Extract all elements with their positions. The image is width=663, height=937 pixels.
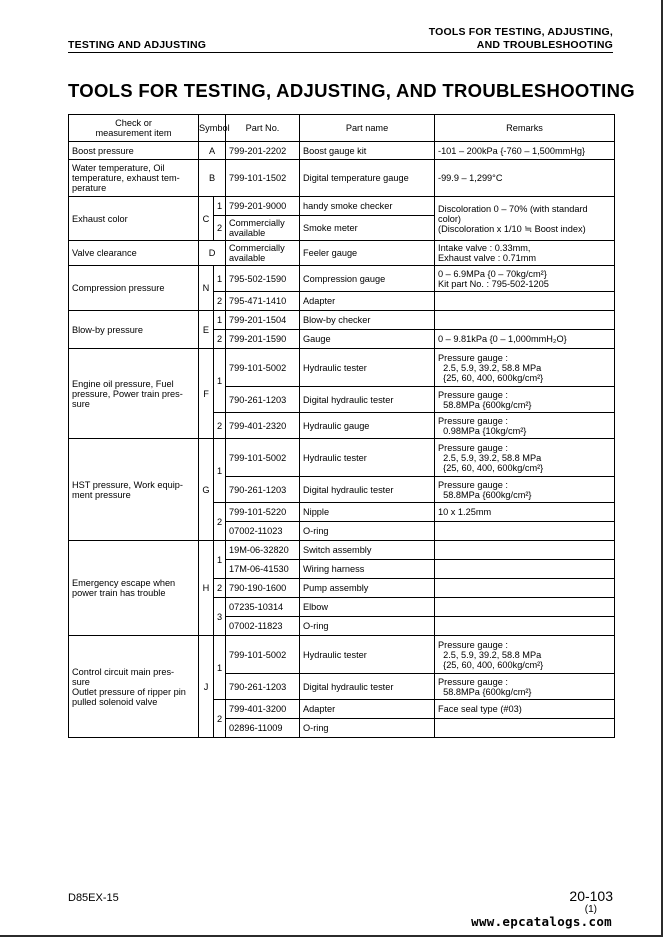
symbol-cell: H: [199, 541, 214, 636]
part-no-cell: 790-190-1600: [226, 579, 300, 598]
sub-number-cell: 2: [214, 579, 226, 598]
symbol-cell: B: [199, 160, 226, 197]
remarks-cell: Pressure gauge : 0.98MPa {10kg/cm²}: [435, 413, 615, 439]
remarks-cell: -101 – 200kPa {-760 – 1,500mmHg}: [435, 142, 615, 160]
remarks-cell: 0 – 9.81kPa {0 – 1,000mmH₂O}: [435, 330, 615, 349]
table-row: [69, 241, 615, 266]
part-name-cell: Elbow: [300, 598, 435, 617]
part-name-cell: Nipple: [300, 503, 435, 522]
part-name-cell: Boost gauge kit: [300, 142, 435, 160]
part-name-cell: Digital hydraulic tester: [300, 387, 435, 413]
part-name-cell: Digital hydraulic tester: [300, 674, 435, 700]
part-name-cell: O-ring: [300, 617, 435, 636]
table-row: [69, 266, 615, 292]
symbol-cell: D: [199, 241, 226, 266]
table-row: [69, 142, 615, 160]
remarks-cell: Pressure gauge : 2.5, 5.9, 39.2, 58.8 MPa {25, 60, 400, 600kg/cm²}: [435, 636, 615, 674]
remarks-cell: [435, 522, 615, 541]
header-chapter-line-1: TOOLS FOR TESTING, ADJUSTING,: [428, 26, 613, 38]
sub-number-cell: 3: [214, 598, 226, 636]
part-no-cell: Commercially available: [226, 241, 300, 266]
part-no-cell: 790-261-1203: [226, 477, 300, 503]
symbol-cell: F: [199, 349, 214, 439]
page-title: TOOLS FOR TESTING, ADJUSTING, AND TROUBLESHOOTING: [68, 80, 635, 101]
part-no-cell: 790-261-1203: [226, 387, 300, 413]
check-item-cell: Water temperature, Oil temperature, exhaust tem- perature: [69, 160, 199, 197]
remarks-cell: Pressure gauge : 58.8MPa {600kg/cm²}: [435, 674, 615, 700]
footer-page-revision: (1): [584, 904, 597, 915]
table-row: [69, 439, 615, 477]
part-name-cell: Switch assembly: [300, 541, 435, 560]
part-name-cell: Adapter: [300, 292, 435, 311]
part-name-cell: Adapter: [300, 700, 435, 719]
remarks-cell: Face seal type (#03): [435, 700, 615, 719]
sub-number-cell: 2: [214, 330, 226, 349]
part-name-cell: Gauge: [300, 330, 435, 349]
header-section-title: TESTING AND ADJUSTING: [68, 39, 207, 51]
part-no-cell: 07002-11823: [226, 617, 300, 636]
remarks-cell: 0 – 6.9MPa {0 – 70kg/cm²} Kit part No. : 795-502-1205: [435, 266, 615, 292]
sub-number-cell: 2: [214, 700, 226, 738]
table-row: [69, 311, 615, 330]
remarks-cell: -99.9 – 1,299°C: [435, 160, 615, 197]
part-name-cell: Hydraulic tester: [300, 349, 435, 387]
part-no-cell: 799-101-5002: [226, 439, 300, 477]
sub-number-cell: 2: [214, 503, 226, 541]
part-no-cell: 799-101-5002: [226, 636, 300, 674]
sub-number-cell: 1: [214, 349, 226, 413]
remarks-cell: Pressure gauge : 2.5, 5.9, 39.2, 58.8 MPa {25, 60, 400, 600kg/cm²}: [435, 349, 615, 387]
remarks-cell: Discoloration 0 – 70% (with standard color) (Discoloration x 1/10 ≒ Boost index): [435, 197, 615, 241]
part-no-cell: 790-261-1203: [226, 674, 300, 700]
part-no-cell: 02896-11009: [226, 719, 300, 738]
footer-watermark: www.epcatalogs.com: [471, 914, 612, 929]
header-chapter-line-2: AND TROUBLESHOOTING: [476, 39, 613, 51]
part-no-cell: 799-201-2202: [226, 142, 300, 160]
check-item-cell: Valve clearance: [69, 241, 199, 266]
check-item-cell: HST pressure, Work equip- ment pressure: [69, 439, 199, 541]
part-name-cell: Blow-by checker: [300, 311, 435, 330]
part-name-cell: handy smoke checker: [300, 197, 435, 216]
remarks-cell: Intake valve : 0.33mm, Exhaust valve : 0.71mm: [435, 241, 615, 266]
sub-number-cell: 1: [214, 636, 226, 700]
symbol-cell: A: [199, 142, 226, 160]
remarks-cell: 10 x 1.25mm: [435, 503, 615, 522]
part-name-cell: Compression gauge: [300, 266, 435, 292]
check-item-cell: Blow-by pressure: [69, 311, 199, 349]
tools-table: [68, 114, 615, 738]
part-name-cell: O-ring: [300, 719, 435, 738]
part-no-cell: 17M-06-41530: [226, 560, 300, 579]
part-no-cell: Commercially available: [226, 216, 300, 241]
symbol-cell: G: [199, 439, 214, 541]
table-row: [69, 349, 615, 387]
part-name-cell: Digital temperature gauge: [300, 160, 435, 197]
part-no-cell: 799-101-5002: [226, 349, 300, 387]
remarks-cell: [435, 617, 615, 636]
sub-number-cell: 2: [214, 292, 226, 311]
symbol-cell: N: [199, 266, 214, 311]
part-no-cell: 795-471-1410: [226, 292, 300, 311]
sub-number-cell: 1: [214, 266, 226, 292]
remarks-cell: [435, 598, 615, 617]
table-row: [69, 541, 615, 560]
part-no-cell: 799-401-2320: [226, 413, 300, 439]
table-header-row: [69, 115, 615, 142]
col-header-part-name: Part name: [300, 115, 435, 142]
sub-number-cell: 2: [214, 216, 226, 241]
remarks-cell: [435, 292, 615, 311]
part-no-cell: 07002-11023: [226, 522, 300, 541]
part-no-cell: 795-502-1590: [226, 266, 300, 292]
part-name-cell: Smoke meter: [300, 216, 435, 241]
part-no-cell: 07235-10314: [226, 598, 300, 617]
part-no-cell: 19M-06-32820: [226, 541, 300, 560]
symbol-cell: C: [199, 197, 214, 241]
footer-page-number: 20-103: [569, 888, 613, 904]
header-divider: [68, 52, 613, 53]
col-header-remarks: Remarks: [435, 115, 615, 142]
col-header-part-no: Part No.: [226, 115, 300, 142]
remarks-cell: [435, 541, 615, 560]
check-item-cell: Exhaust color: [69, 197, 199, 241]
part-name-cell: Hydraulic gauge: [300, 413, 435, 439]
table-row: [69, 197, 615, 216]
remarks-cell: [435, 311, 615, 330]
sub-number-cell: 1: [214, 197, 226, 216]
part-no-cell: 799-401-3200: [226, 700, 300, 719]
remarks-cell: Pressure gauge : 58.8MPa {600kg/cm²}: [435, 477, 615, 503]
remarks-cell: [435, 719, 615, 738]
part-name-cell: O-ring: [300, 522, 435, 541]
remarks-cell: Pressure gauge : 58.8MPa {600kg/cm²}: [435, 387, 615, 413]
part-name-cell: Hydraulic tester: [300, 636, 435, 674]
remarks-cell: Pressure gauge : 2.5, 5.9, 39.2, 58.8 MPa {25, 60, 400, 600kg/cm²}: [435, 439, 615, 477]
part-no-cell: 799-101-1502: [226, 160, 300, 197]
check-item-cell: Engine oil pressure, Fuel pressure, Power train pres- sure: [69, 349, 199, 439]
check-item-cell: Boost pressure: [69, 142, 199, 160]
remarks-cell: [435, 579, 615, 598]
symbol-cell: J: [199, 636, 214, 738]
footer-model-name: D85EX-15: [68, 892, 119, 904]
check-item-cell: Control circuit main pres- sure Outlet pressure of ripper pin pulled solenoid valve: [69, 636, 199, 738]
check-item-cell: Compression pressure: [69, 266, 199, 311]
col-header-symbol: Symbol: [199, 115, 226, 142]
check-item-cell: Emergency escape when power train has trouble: [69, 541, 199, 636]
table-row: [69, 636, 615, 674]
part-no-cell: 799-201-9000: [226, 197, 300, 216]
col-header-check-item: Check or measurement item: [69, 115, 199, 142]
table-row: [69, 160, 615, 197]
part-no-cell: 799-201-1590: [226, 330, 300, 349]
sub-number-cell: 1: [214, 541, 226, 579]
part-no-cell: 799-101-5220: [226, 503, 300, 522]
symbol-cell: E: [199, 311, 214, 349]
header-chapter-title: [429, 26, 613, 52]
part-name-cell: Hydraulic tester: [300, 439, 435, 477]
sub-number-cell: 1: [214, 439, 226, 503]
part-no-cell: 799-201-1504: [226, 311, 300, 330]
part-name-cell: Feeler gauge: [300, 241, 435, 266]
sub-number-cell: 2: [214, 413, 226, 439]
remarks-cell: [435, 560, 615, 579]
sub-number-cell: 1: [214, 311, 226, 330]
part-name-cell: Digital hydraulic tester: [300, 477, 435, 503]
part-name-cell: Wiring harness: [300, 560, 435, 579]
part-name-cell: Pump assembly: [300, 579, 435, 598]
